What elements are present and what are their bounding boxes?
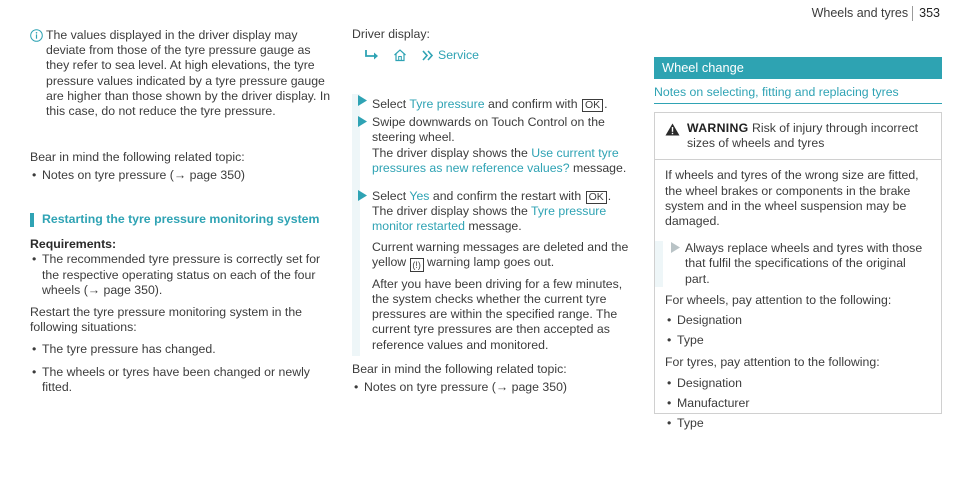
subsection-heading: Notes on selecting, fitting and replacing tyres xyxy=(654,85,942,104)
step-arrow-icon xyxy=(358,190,367,201)
related-topic-intro: Bear in mind the following related topic: xyxy=(30,150,245,164)
warning-body: If wheels and tyres of the wrong size are fitted, the wheel brakes or components in the brake system and in the wheel suspension may be damaged. xyxy=(665,168,919,229)
situation-item: • The tyre pressure has changed. xyxy=(30,342,336,357)
path-arrow-icon xyxy=(364,49,380,62)
double-chevron-icon xyxy=(422,50,434,61)
related-topic-link[interactable]: • Notes on tyre pressure (→ page 350) xyxy=(352,380,632,395)
warning-triangle-icon xyxy=(665,123,680,136)
step-arrow-icon xyxy=(358,95,367,106)
tyre-pressure-menu-item[interactable]: Tyre pressure xyxy=(409,97,485,111)
requirements-label: Requirements: xyxy=(30,237,117,252)
monitor-restarted-message: Tyre pressure monitor restarted xyxy=(372,204,607,234)
related-topic-intro: Bear in mind the following related topic: xyxy=(352,362,567,376)
warning-header xyxy=(655,121,941,151)
wheels-intro: For wheels, pay attention to the following: xyxy=(665,292,892,307)
yes-option[interactable]: Yes xyxy=(409,189,430,204)
step-3: Select Yes and confirm the restart with OK . The driver display shows the Tyre pressure monitor restarted message. Current warning messages are deleted and the yellow (!) warning lamp goes out. After you have been driving for a few minutes, the system checks whether the current tyre pressures are within the specified range. The current tyre pressures are then accepted as reference values and monitored. xyxy=(352,189,632,353)
tyre-pressure-warning-lamp-icon: (!) xyxy=(410,258,424,272)
warning-label: WARNING xyxy=(687,121,749,135)
ok-key-icon: OK xyxy=(586,191,607,204)
related-topic-link[interactable]: • Notes on tyre pressure (→ page 350) xyxy=(30,168,336,183)
step-2: Swipe downwards on Touch Control on the steering wheel. The driver display shows the Use current tyre pressures as new reference values? message. xyxy=(352,115,632,176)
section-heading: Restarting the tyre pressure monitoring system xyxy=(30,212,336,227)
ok-key-icon: OK xyxy=(582,99,603,112)
step-1: Select Tyre pressure and confirm with OK . xyxy=(352,94,632,112)
info-icon xyxy=(30,29,43,42)
chapter-bar: Wheel change xyxy=(654,57,942,79)
menu-path xyxy=(352,48,632,66)
step-arrow-icon xyxy=(358,116,367,127)
warning-text: Risk of injury through incorrect sizes of wheels and tyres xyxy=(687,121,919,151)
wheels-item: • Type xyxy=(665,333,931,348)
tyres-intro: For tyres, pay attention to the following: xyxy=(665,355,880,370)
restart-intro: Restart the tyre pressure monitoring system in the following situations: xyxy=(30,305,303,335)
tyres-item: • Type xyxy=(665,416,931,431)
page-number: 353 xyxy=(912,6,940,21)
warning-step: Always replace wheels and tyres with those that fulfil the specifications of the original part. xyxy=(655,241,931,287)
home-icon[interactable] xyxy=(393,48,407,62)
page-header xyxy=(660,6,940,21)
running-title: Wheels and tyres xyxy=(811,6,909,20)
path-service[interactable]: Service xyxy=(438,48,480,63)
step-arrow-icon xyxy=(671,242,680,253)
info-note xyxy=(30,28,336,119)
use-current-pressures-message: Use current tyre pressures as new reference values? xyxy=(372,145,619,175)
steps-box xyxy=(352,94,632,356)
heading-bar xyxy=(30,213,34,227)
note-text: The values displayed in the driver display may deviate from those of the tyre pressure gauge as they refer to sea level. At high elevations, the tyre pressure values indicated by a tyre pressure gauge are higher than those shown by the driver display. In this case, do not reduce the tyre pressure. xyxy=(46,28,331,119)
situation-item: • The wheels or tyres have been changed or newly fitted. xyxy=(30,365,336,395)
requirement-item: • The recommended tyre pressure is correctly set for the respective operating status on each of the four wheels (→ page 350). xyxy=(30,252,336,298)
warning-box xyxy=(654,112,942,431)
tyres-item: • Manufacturer xyxy=(665,396,931,411)
driver-display-label: Driver display: xyxy=(352,27,430,41)
wheels-item: • Designation xyxy=(665,313,931,328)
tyres-item: • Designation xyxy=(665,376,931,391)
